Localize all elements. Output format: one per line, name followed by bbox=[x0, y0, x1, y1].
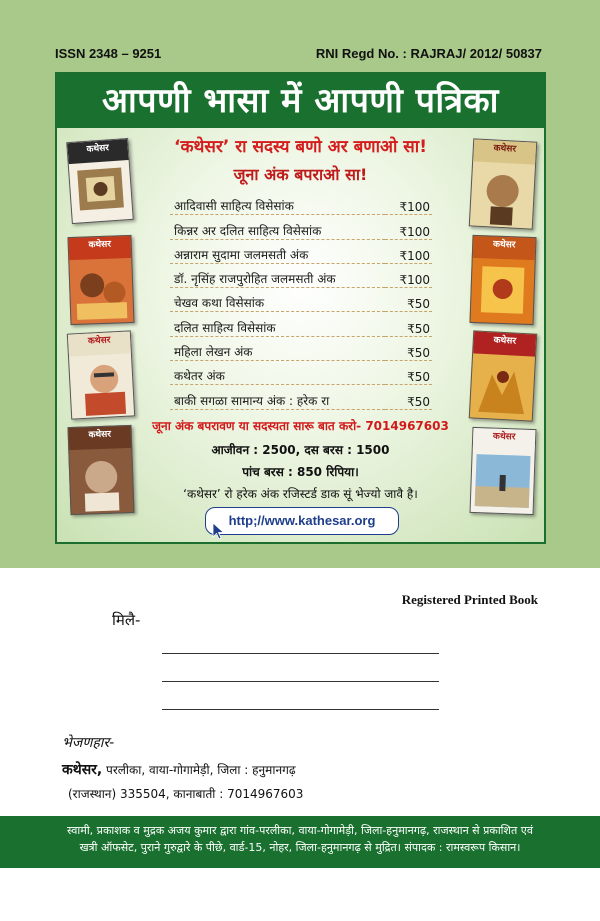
issue-price: ₹50 bbox=[385, 312, 432, 336]
registered-printed-book-label: Registered Printed Book bbox=[401, 592, 538, 607]
list-item bbox=[170, 312, 432, 336]
sender-address bbox=[62, 760, 296, 779]
cover-art-icon bbox=[471, 258, 535, 324]
magazine-cover-image bbox=[469, 235, 536, 325]
issue-price: ₹50 bbox=[385, 336, 432, 360]
magazine-cover-image bbox=[469, 138, 538, 229]
issue-price: ₹50 bbox=[385, 361, 432, 385]
cover-title: कथेसर bbox=[473, 428, 536, 452]
footer-line2: खत्री ऑफसेट, पुराने गुरुद्वारे के पीछे, वार्ड-15, नोहर, जिला-हनुमानगढ़ से मुद्रित। संपादक : रामस्वरूप किसान। bbox=[79, 841, 521, 854]
cover-title: कथेसर bbox=[67, 139, 128, 164]
issue-name: महिला लेखन अंक bbox=[170, 336, 385, 360]
subscription-fees-five-year: पांच बरस : 850 रिपिया। bbox=[242, 465, 359, 479]
issue-price: ₹50 bbox=[385, 385, 432, 409]
issn-number: ISSN 2348 – 9251 bbox=[55, 46, 162, 61]
issue-price: ₹100 bbox=[385, 215, 432, 239]
issue-price: ₹100 bbox=[385, 191, 432, 215]
sender-name: कथेसर, bbox=[62, 762, 103, 778]
sender-address-line1: परलीका, वाया-गोगामेड़ी, जिला : हनुमानगढ़ bbox=[106, 763, 296, 777]
sender-address-line2: (राजस्थान) 335504, कानाबाती : 7014967603 bbox=[68, 787, 304, 801]
publisher-footer bbox=[0, 816, 600, 868]
issue-name: दलित साहित्य विसेसांक bbox=[170, 312, 385, 336]
list-item bbox=[170, 239, 432, 263]
issue-price-list bbox=[170, 191, 432, 410]
cover-title: कथेसर bbox=[473, 139, 536, 165]
address-line bbox=[162, 653, 439, 654]
cover-art-icon bbox=[471, 450, 535, 514]
cover-title: कथेसर bbox=[473, 331, 536, 357]
website-link[interactable]: http;//www.kathesar.org bbox=[205, 507, 399, 535]
footer-line1: स्वामी, प्रकाशक व मुद्रक अजय कुमार द्वारा गांव-परलीका, वाया-गोगामेड़ी, जिला-हनुमानगढ़, राजस्थान से प्रकाशित एवं bbox=[67, 824, 533, 837]
magazine-cover-image bbox=[469, 330, 538, 421]
magazine-cover-image bbox=[66, 138, 134, 224]
cover-art-icon bbox=[470, 353, 535, 420]
issue-price: ₹50 bbox=[385, 288, 432, 312]
cover-art-icon bbox=[69, 353, 134, 418]
list-item bbox=[170, 263, 432, 287]
magazine-cover-image bbox=[67, 235, 134, 325]
magazine-cover-image bbox=[470, 427, 537, 515]
address-line bbox=[162, 709, 439, 710]
cover-art-icon bbox=[69, 258, 133, 324]
cover-title: कथेसर bbox=[473, 236, 536, 261]
old-issues-heading: जूना अंक बपराओ सा! bbox=[233, 165, 368, 184]
issue-name: बाकी सगळा सामान्य अंक : हरेक रा bbox=[170, 385, 385, 409]
issue-name: अन्नाराम सुदामा जलमसती अंक bbox=[170, 239, 385, 263]
issue-name: चेखव कथा विसेसांक bbox=[170, 288, 385, 312]
cover-art-icon bbox=[69, 161, 133, 224]
contact-line: जूना अंक बपरावण या सदस्यता सारू बात करो- 7014967603 bbox=[152, 419, 449, 433]
subscription-banner bbox=[55, 72, 546, 544]
list-item bbox=[170, 385, 432, 409]
issue-name: कथेतर अंक bbox=[170, 361, 385, 385]
cover-title: कथेसर bbox=[68, 331, 131, 356]
address-line bbox=[162, 681, 439, 682]
issue-name: किन्नर अर दलित साहित्य विसेसांक bbox=[170, 215, 385, 239]
cover-art-icon bbox=[470, 161, 535, 228]
banner-title: आपणी भासा में आपणी पत्रिका bbox=[57, 74, 544, 128]
subscription-fees: आजीवन : 2500, दस बरस : 1500 bbox=[211, 443, 390, 457]
cover-art-icon bbox=[69, 448, 133, 514]
registered-post-note: ‘कथेसर’ रो हरेक अंक रजिस्टर्ड डाक सूं भेज्यो जावै है। bbox=[183, 487, 418, 501]
cursor-icon bbox=[212, 522, 226, 540]
cover-title: कथेसर bbox=[69, 236, 132, 261]
banner-subtitle: ‘कथेसर’ रा सदस्य बणो अर बणाओ सा! bbox=[174, 137, 427, 157]
sender-label: भेजणहार- bbox=[62, 735, 115, 751]
issue-price: ₹100 bbox=[385, 239, 432, 263]
list-item bbox=[170, 215, 432, 239]
rni-number: RNI Regd No. : RAJRAJ/ 2012/ 50837 bbox=[315, 46, 542, 61]
magazine-cover-image bbox=[67, 330, 135, 419]
list-item bbox=[170, 288, 432, 312]
list-item bbox=[170, 361, 432, 385]
issue-name: आदिवासी साहित्य विसेसांक bbox=[170, 191, 385, 215]
magazine-cover-image bbox=[67, 425, 134, 515]
issue-name: डॉ. नृसिंह राजपुरोहित जलमसती अंक bbox=[170, 263, 385, 287]
list-item bbox=[170, 336, 432, 360]
cover-title: कथेसर bbox=[69, 426, 132, 451]
recipient-label: मिलै- bbox=[112, 611, 141, 629]
list-item bbox=[170, 191, 432, 215]
issue-price: ₹100 bbox=[385, 263, 432, 287]
